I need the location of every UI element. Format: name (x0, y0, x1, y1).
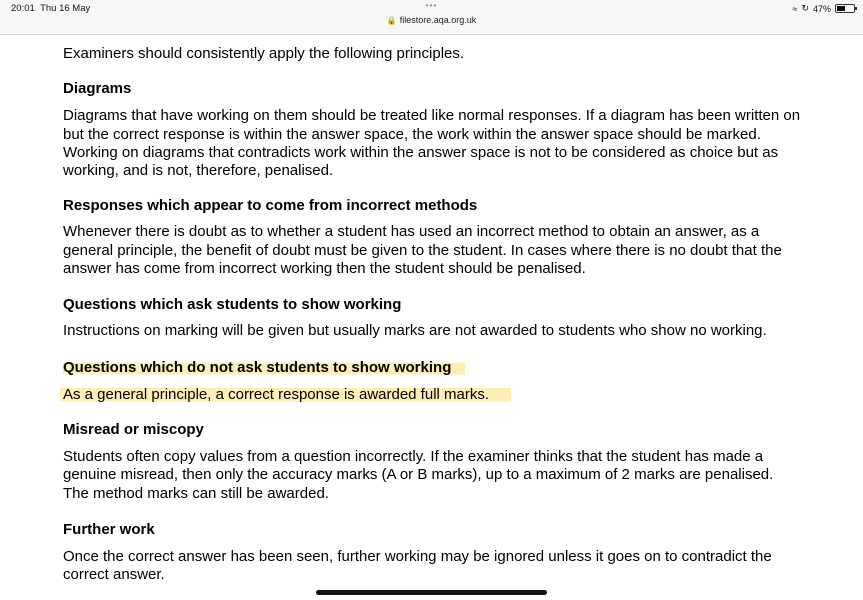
orientation-lock-icon: ↻ (801, 3, 809, 13)
wifi-icon: ≈ (792, 3, 798, 14)
section-heading-no-show-working (63, 359, 803, 377)
section-body-misread: Students often copy values from a question incorrectly. If the examiner thinks that the student has made a genuine misread, then only the accuracy marks (A or B marks), up to a maximum of 2 marks are penalised. The method marks can still be awarded. (63, 447, 774, 502)
section-heading-misread: Misread or miscopy (63, 420, 204, 438)
url-bar[interactable] (0, 15, 863, 25)
section-heading-incorrect-methods: Responses which appear to come from incorrect methods (63, 197, 478, 215)
status-date: Thu 16 May (40, 3, 91, 14)
section-body-incorrect-methods: Whenever there is doubt as to whether a student has used an incorrect method to obtain an answer, as a general principle, the benefit of doubt must be given to the student. In cases where there is no doubt that the answer has come from incorrect working then the student should be penalised. (63, 223, 782, 278)
battery-icon (835, 4, 855, 13)
url-text: filestore.aqa.org.uk (399, 15, 477, 25)
status-bar (0, 0, 863, 35)
section-heading-further-work: Further work (63, 520, 155, 538)
highlight-mark: Questions which do not ask students to show working (63, 359, 465, 376)
document-content (63, 45, 803, 584)
home-indicator[interactable] (316, 590, 547, 595)
section-body-further-work: Once the correct answer has been seen, further working may be ignored unless it goes on to contradict the correct answer. (63, 547, 772, 584)
battery-percent: 47% (812, 3, 831, 14)
multitasking-dots-icon[interactable]: ••• (425, 1, 438, 10)
status-time: 20:01 (11, 3, 35, 14)
section-body-show-working: Instructions on marking will be given but usually marks are not awarded to students who show no working. (63, 322, 767, 340)
section-body-no-show-working (63, 386, 803, 404)
status-indicators (792, 3, 855, 14)
lock-icon: 🔒 (386, 16, 397, 25)
highlight-mark: As a general principle, a correct response is awarded full marks. (60, 386, 511, 403)
intro-text: Examiners should consistently apply the following principles. (63, 45, 465, 62)
section-heading-diagrams: Diagrams (63, 80, 132, 98)
section-heading-show-working: Questions which ask students to show working (63, 296, 402, 314)
section-body-diagrams: Diagrams that have working on them should be treated like normal responses. If a diagram has been written on but the correct response is within the answer space, the work within the answer space should be marked. Working on diagrams that contradicts work within the answer space is not to be considered as choice but as working, and is not, therefore, penalised. (63, 107, 801, 180)
